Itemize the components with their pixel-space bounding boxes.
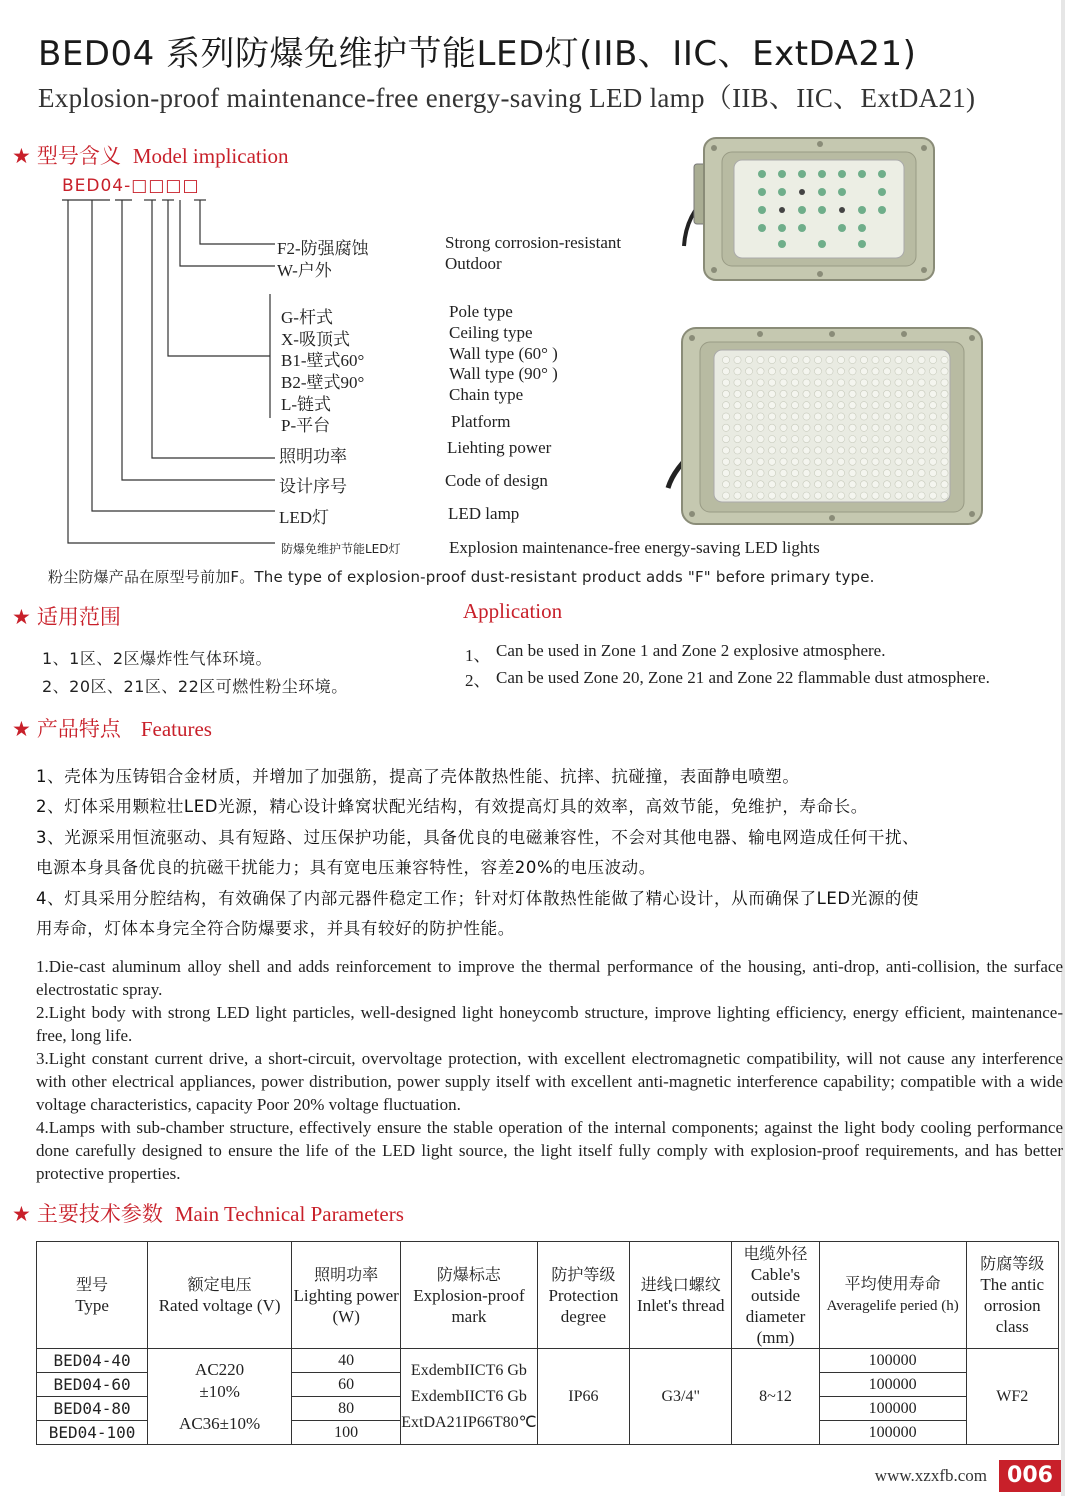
th-thread: 进线口螺纹 Inlet's thread bbox=[630, 1242, 732, 1349]
power-cell: 80 bbox=[292, 1397, 401, 1421]
power-cell: 60 bbox=[292, 1373, 401, 1397]
model-item-l: L-链式 bbox=[281, 395, 332, 414]
model-desc-full: Explosion maintenance-free energy-saving LED lights bbox=[449, 538, 820, 557]
features-cn-line-2: 2、灯体采用颗粒壮LED光源，精心设计蜂窝状配光结构，有效提高灯具的效率，高效节能，免维护，寿命长。 bbox=[36, 797, 868, 816]
th-power: 照明功率 Lighting power (W) bbox=[292, 1242, 401, 1349]
model-item-power: 照明功率 bbox=[279, 447, 347, 467]
model-desc-power: Liehting power bbox=[447, 438, 552, 457]
model-desc-design: Code of design bbox=[445, 471, 548, 490]
application-cn-2: 2、20区、21区、22区可燃性粉尘环境。 bbox=[42, 677, 348, 696]
model-tree-diagram bbox=[60, 178, 280, 558]
type-cell: BED04-60 bbox=[37, 1373, 148, 1397]
type-cell: BED04-80 bbox=[37, 1397, 148, 1421]
page-title-cn: BED04 系列防爆免维护节能LED灯(IIB、IIC、ExtDA21) bbox=[38, 34, 917, 74]
features-cn-line-3: 3、光源采用恒流驱动、具有短路、过压保护功能，具备优良的电磁兼容性，不会对其他电器、输电网造成任何干扰、 bbox=[36, 828, 920, 847]
star-icon: ★ bbox=[12, 717, 31, 741]
anticorrosion-cell: WF2 bbox=[966, 1349, 1058, 1445]
type-cell: BED04-40 bbox=[37, 1349, 148, 1373]
lamp-photo-large bbox=[660, 318, 1000, 528]
model-item-b2: B2-壁式90° bbox=[281, 373, 365, 392]
application-en-num-1: 1、 bbox=[465, 646, 491, 665]
features-cn-line-4: 电源本身具备优良的抗磁干扰能力；具有宽电压兼容特性，容差20%的电压波动。 bbox=[36, 858, 656, 877]
features-en-1: 1.Die-cast aluminum alloy shell and adds reinforcement to improve the thermal performance of the housing, anti-drop, anti-collision, the surface electrostatic spray. bbox=[36, 957, 1063, 999]
features-en-block bbox=[36, 955, 1063, 1185]
params-heading: ★ 主要技术参数 Main Technical Parameters bbox=[12, 1202, 404, 1226]
power-cell: 100 bbox=[292, 1421, 401, 1445]
th-type: 型号 Type bbox=[37, 1242, 148, 1349]
model-desc-b1: Wall type (60° ) bbox=[449, 344, 558, 363]
model-desc-f2: Strong corrosion-resistant bbox=[445, 233, 622, 252]
model-item-b1: B1-壁式60° bbox=[281, 351, 365, 370]
model-desc-l: Chain type bbox=[449, 385, 524, 404]
page-title-en: Explosion-proof maintenance-free energy-saving LED lamp（IIB、IIC、ExtDA21) bbox=[38, 83, 976, 113]
model-item-led: LED灯 bbox=[279, 508, 330, 527]
mark-cell: ExdembIICT6 Gb ExdembIICT6 Gb ExtDA21IP66T80℃ bbox=[401, 1349, 537, 1445]
lamp-photo-small bbox=[680, 134, 940, 284]
thread-cell: G3/4" bbox=[630, 1349, 732, 1445]
features-en-2: 2.Light body with strong LED light particles, well-designed light honeycomb structure, improve lighting efficiency, energy efficient, maintenance-free, long life. bbox=[36, 1003, 1063, 1045]
model-item-x: X-吸顶式 bbox=[281, 330, 350, 349]
model-desc-b2: Wall type (90° ) bbox=[449, 364, 558, 383]
model-desc-g: Pole type bbox=[449, 302, 513, 321]
application-heading-cn: ★ 适用范围 bbox=[12, 605, 121, 629]
features-en-3: 3.Light constant current drive, a short-circuit, overvoltage protection, with excellent electromagnetic compatibility, will not cause any interference with other electrical appliances, power distribution, power supply itself with excellent anti-magnetic interference capability; compatible with a wide voltage characteristics, capacity Poor 20% voltage fluctuation. bbox=[36, 1049, 1063, 1114]
application-cn-1: 1、1区、2区爆炸性气体环境。 bbox=[42, 649, 273, 668]
model-desc-w: Outdoor bbox=[445, 254, 502, 273]
model-item-f2: F2-防强腐蚀 bbox=[277, 239, 369, 258]
features-cn-line-1: 1、壳体为压铸铝合金材质，并增加了加强筋，提高了壳体散热性能、抗摔、抗碰撞，表面静电喷塑。 bbox=[36, 767, 800, 786]
model-item-design: 设计序号 bbox=[279, 477, 347, 497]
features-heading: ★ 产品特点 Features bbox=[12, 717, 212, 741]
model-desc-x: Ceiling type bbox=[449, 323, 533, 342]
features-en-4: 4.Lamps with sub-chamber structure, effectively ensure the stable operation of the internal components; against the light body cooling performance done carefully designed to ensure the life of the LED light source, the light itself fully comply with explosion-proof requirements, and has better protective properties. bbox=[36, 1118, 1063, 1183]
params-table bbox=[36, 1241, 1059, 1445]
application-en-1: Can be used in Zone 1 and Zone 2 explosive atmosphere. bbox=[496, 641, 886, 660]
life-cell: 100000 bbox=[819, 1373, 966, 1397]
protection-cell: IP66 bbox=[537, 1349, 630, 1445]
table-header-row bbox=[37, 1242, 1059, 1349]
model-desc-led: LED lamp bbox=[448, 504, 520, 523]
th-anticorrosion: 防腐等级 The antic orrosion class bbox=[966, 1242, 1058, 1349]
star-icon: ★ bbox=[12, 1202, 31, 1226]
th-protection: 防护等级 Protection degree bbox=[537, 1242, 630, 1349]
application-en-2: Can be used Zone 20, Zone 21 and Zone 22 flammable dust atmosphere. bbox=[496, 668, 990, 687]
application-heading-en: Application bbox=[463, 599, 563, 623]
th-cable: 电缆外径 Cable's outside diameter (mm) bbox=[732, 1242, 820, 1349]
star-icon: ★ bbox=[12, 605, 31, 629]
life-cell: 100000 bbox=[819, 1349, 966, 1373]
life-cell: 100000 bbox=[819, 1421, 966, 1445]
model-item-p: P-平台 bbox=[281, 416, 331, 435]
voltage-cell: AC220 ±10% AC36±10% bbox=[148, 1349, 292, 1445]
model-item-full: 防爆免维护节能LED灯 bbox=[281, 542, 401, 556]
page-edge-rule bbox=[1061, 0, 1065, 1496]
table-row bbox=[37, 1349, 1059, 1373]
model-desc-p: Platform bbox=[451, 412, 511, 431]
application-en-num-2: 2、 bbox=[465, 671, 491, 690]
th-voltage: 额定电压 Rated voltage (V) bbox=[148, 1242, 292, 1349]
footer-url: www.xzxfb.com bbox=[874, 1466, 987, 1485]
cable-cell: 8~12 bbox=[732, 1349, 820, 1445]
star-icon: ★ bbox=[12, 144, 31, 168]
model-item-w: W-户外 bbox=[277, 261, 332, 280]
dust-proof-note: 粉尘防爆产品在原型号前加F。The type of explosion-proof dust-resistant product adds "F" before primary type. bbox=[48, 568, 875, 586]
model-code: BED04-□□□□ bbox=[62, 176, 200, 196]
th-life: 平均使用寿命 Averagelife peried (h) bbox=[819, 1242, 966, 1349]
features-cn-line-6: 用寿命，灯体本身完全符合防爆要求，并具有较好的防护性能。 bbox=[36, 919, 515, 938]
model-item-g: G-杆式 bbox=[281, 308, 333, 327]
power-cell: 40 bbox=[292, 1349, 401, 1373]
model-heading: ★ 型号含义 Model implication bbox=[12, 144, 289, 168]
th-mark: 防爆标志 Explosion-proof mark bbox=[401, 1242, 537, 1349]
features-cn-line-5: 4、灯具采用分腔结构，有效确保了内部元器件稳定工作；针对灯体散热性能做了精心设计，从而确保了LED光源的使 bbox=[36, 889, 920, 908]
life-cell: 100000 bbox=[819, 1397, 966, 1421]
type-cell: BED04-100 bbox=[37, 1421, 148, 1445]
page-number-badge: 006 bbox=[999, 1460, 1061, 1492]
